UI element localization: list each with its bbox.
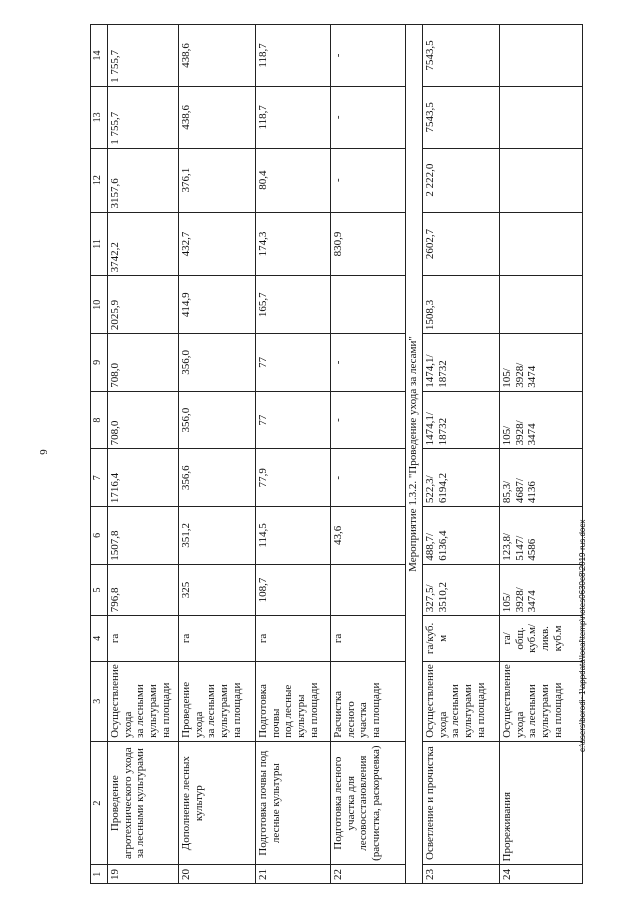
value-cell: 796,8 [108, 564, 179, 615]
column-header: 4 [91, 616, 108, 661]
value-cell: 77,9 [256, 449, 331, 507]
value-cell: 708,0 [108, 334, 179, 392]
column-header: 10 [91, 276, 108, 334]
column-header: 5 [91, 564, 108, 615]
measure-name: Осветление и прочистка [423, 741, 500, 865]
row-number: 20 [179, 865, 256, 884]
value-cell: - [331, 25, 406, 87]
value-cell [500, 148, 583, 212]
value-cell: 123,8/ 5147/ 4586 [500, 507, 583, 565]
table-row [108, 25, 179, 884]
row-number: 23 [423, 865, 500, 884]
value-cell: 105/ 3928/ 3474 [500, 391, 583, 449]
value-cell: - [331, 148, 406, 212]
value-cell: 325 [179, 564, 256, 615]
column-header: 12 [91, 148, 108, 212]
column-header: 6 [91, 507, 108, 565]
value-cell: 7543,5 [423, 25, 500, 87]
value-cell: 414,9 [179, 276, 256, 334]
value-cell: 1508,3 [423, 276, 500, 334]
column-header: 14 [91, 25, 108, 87]
value-cell: 432,7 [179, 212, 256, 276]
value-cell: 85,3/ 4687/ 4136 [500, 449, 583, 507]
page-number: 6 [36, 449, 49, 455]
value-cell: 80,4 [256, 148, 331, 212]
column-header: 7 [91, 449, 108, 507]
file-path-footer: c:\users\borodi~1\appdata\local\temp\notes0630c8\2019-rus.docx [578, 519, 587, 752]
value-cell: 105/ 3928/ 3474 [500, 334, 583, 392]
value-cell: 3157,6 [108, 148, 179, 212]
row-number: 21 [256, 865, 331, 884]
table-row [500, 25, 583, 884]
value-cell: 2 222,0 [423, 148, 500, 212]
column-header: 3 [91, 661, 108, 741]
measure-name: Прореживания [500, 741, 583, 865]
value-cell: 488,7/ 6136,4 [423, 507, 500, 565]
unit: га/куб. м [423, 616, 500, 661]
indicator-name: Расчистка лесного участка на площади [331, 661, 406, 741]
section-row [406, 25, 423, 884]
value-cell: - [331, 391, 406, 449]
row-number: 24 [500, 865, 583, 884]
value-cell: 708,0 [108, 391, 179, 449]
indicator-name: Осуществление ухода за лесными культурами на площади [423, 661, 500, 741]
value-cell: 77 [256, 334, 331, 392]
rotated-table-container [90, 24, 620, 884]
value-cell: 114,5 [256, 507, 331, 565]
measure-name: Подготовка почвы под лесные культуры [256, 741, 331, 865]
column-number-row [91, 25, 108, 884]
value-cell [500, 25, 583, 87]
value-cell: 1474,1/ 18732 [423, 334, 500, 392]
value-cell: 522,3/ 6194,2 [423, 449, 500, 507]
measures-table [90, 24, 583, 884]
table-row [423, 25, 500, 884]
value-cell: 830,9 [331, 212, 406, 276]
value-cell: 174,3 [256, 212, 331, 276]
unit: га [179, 616, 256, 661]
value-cell [331, 276, 406, 334]
table-row [179, 25, 256, 884]
value-cell: 165,7 [256, 276, 331, 334]
column-header: 8 [91, 391, 108, 449]
column-header: 2 [91, 741, 108, 865]
value-cell: 118,7 [256, 25, 331, 87]
value-cell: 376,1 [179, 148, 256, 212]
value-cell: 438,6 [179, 25, 256, 87]
column-header: 1 [91, 865, 108, 884]
unit: га/ общ. куб.м/ ликв. куб.м [500, 616, 583, 661]
value-cell: 1507,8 [108, 507, 179, 565]
indicator-name: Проведение ухода за лесными культурами на площади [179, 661, 256, 741]
indicator-name: Осуществление ухода за лесными культурами на площади [500, 661, 583, 741]
value-cell: 105/ 3928/ 3474 [500, 564, 583, 615]
value-cell: 356,0 [179, 391, 256, 449]
section-title: Мероприятие 1.3.2. "Проведение ухода за лесами" [406, 25, 423, 884]
unit: га [256, 616, 331, 661]
value-cell [500, 212, 583, 276]
value-cell: 356,6 [179, 449, 256, 507]
value-cell: 327,5/ 3510,2 [423, 564, 500, 615]
table-row [331, 25, 406, 884]
value-cell: - [331, 449, 406, 507]
row-number: 19 [108, 865, 179, 884]
value-cell [331, 564, 406, 615]
column-header: 11 [91, 212, 108, 276]
unit: га [331, 616, 406, 661]
value-cell: 2602,7 [423, 212, 500, 276]
value-cell: 438,6 [179, 86, 256, 148]
value-cell: 1 755,7 [108, 86, 179, 148]
value-cell: 108,7 [256, 564, 331, 615]
value-cell: 43,6 [331, 507, 406, 565]
unit: га [108, 616, 179, 661]
measure-name: Подготовка лесного участка для лесовосстановления (расчистка, раскорчевка) [331, 741, 406, 865]
row-number: 22 [331, 865, 406, 884]
value-cell [500, 86, 583, 148]
table-row [256, 25, 331, 884]
value-cell: - [331, 334, 406, 392]
value-cell: - [331, 86, 406, 148]
value-cell: 77 [256, 391, 331, 449]
value-cell: 356,0 [179, 334, 256, 392]
value-cell: 1474,1/ 18732 [423, 391, 500, 449]
measure-name: Дополнение лесных культур [179, 741, 256, 865]
value-cell: 1716,4 [108, 449, 179, 507]
value-cell: 3742,2 [108, 212, 179, 276]
indicator-name: Подготовка почвы под лесные культуры на площади [256, 661, 331, 741]
value-cell: 7543,5 [423, 86, 500, 148]
value-cell: 1 755,7 [108, 25, 179, 87]
value-cell: 351,2 [179, 507, 256, 565]
value-cell: 118,7 [256, 86, 331, 148]
value-cell [500, 276, 583, 334]
indicator-name: Осуществление ухода за лесными культурами на площади [108, 661, 179, 741]
column-header: 13 [91, 86, 108, 148]
column-header: 9 [91, 334, 108, 392]
measure-name: Проведение агротехнического ухода за лесными культурами [108, 741, 179, 865]
value-cell: 2025,9 [108, 276, 179, 334]
